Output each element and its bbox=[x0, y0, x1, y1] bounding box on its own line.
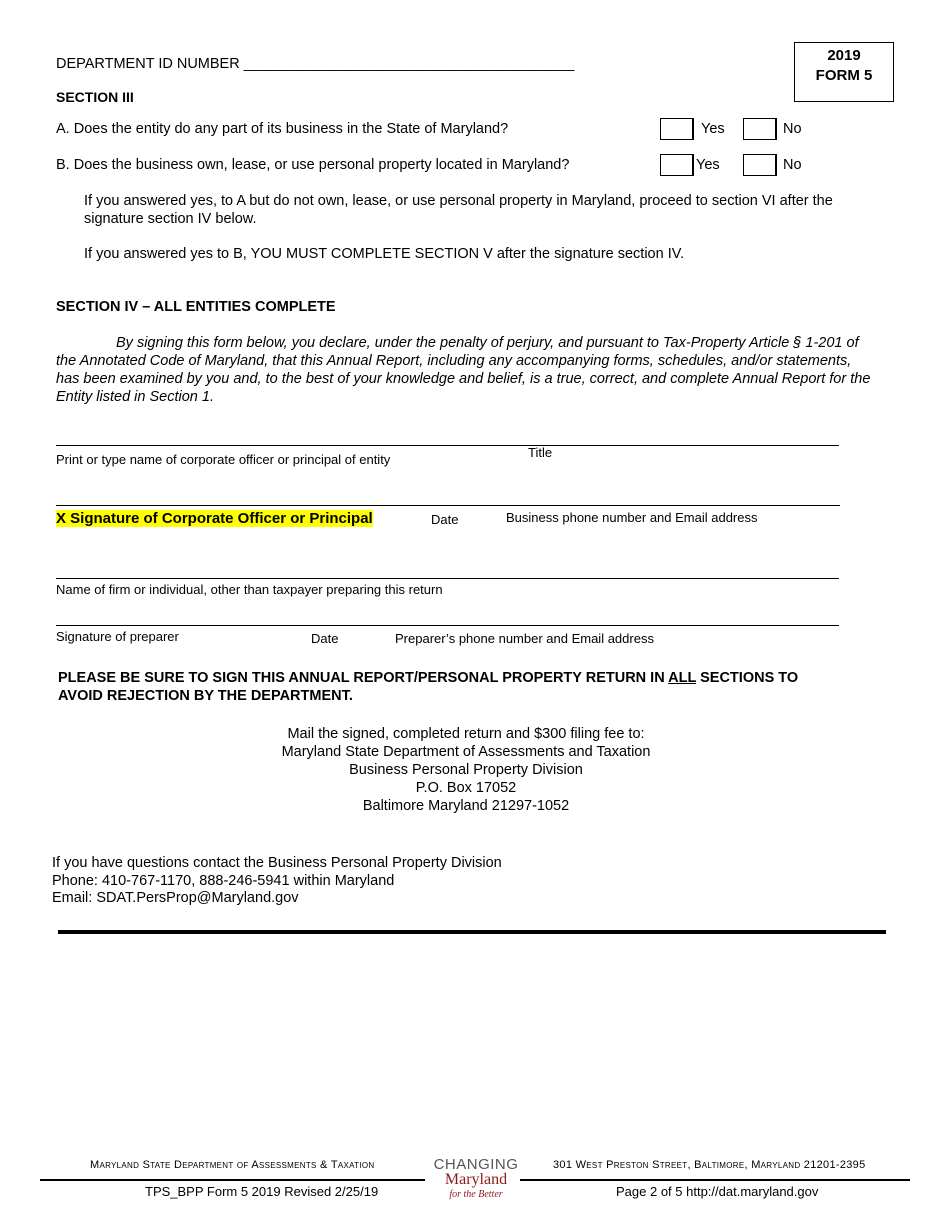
footer-rule-right bbox=[520, 1179, 910, 1181]
contact-line-2: Phone: 410-767-1170, 888-246-5941 within Maryland bbox=[52, 872, 395, 889]
logo-changing-text: CHANGING bbox=[433, 1156, 519, 1173]
footer-address: 301 West Preston Street, Baltimore, Maryland 21201-2395 bbox=[553, 1159, 866, 1171]
question-a: A. Does the entity do any part of its business in the State of Maryland? bbox=[56, 121, 509, 137]
sign-warning-text-start: PLEASE BE SURE TO SIGN THIS ANNUAL REPORT/PERSONAL PROPERTY RETURN IN bbox=[58, 670, 669, 686]
officer-name-label: Print or type name of corporate officer or principal of entity bbox=[56, 452, 391, 467]
firm-name-line[interactable] bbox=[56, 578, 839, 579]
question-b-no-label: No bbox=[783, 157, 802, 173]
signature-highlight: X Signature of Corporate Officer or Principal bbox=[56, 510, 373, 527]
question-b-yes-label: Yes bbox=[696, 157, 720, 173]
footer-page[interactable]: Page 2 of 5 http://dat.maryland.gov bbox=[616, 1184, 819, 1199]
mailing-instructions bbox=[0, 725, 932, 815]
preparer-phone-email-label: Preparer’s phone number and Email address bbox=[395, 631, 654, 646]
sign-warning-line-2: AVOID REJECTION BY THE DEPARTMENT. bbox=[58, 688, 353, 704]
perjury-declaration: By signing this form below, you declare, under the penalty of perjury, and pursuant to Tax-Property Article § 1-201 of the Annotated Code of Maryland, that this Annual Report, including any accompanying forms, schedules, and/or statements, has been examined by you and, to the best of your knowledge and belief, is a true, correct, and complete Annual Report for the Entity listed in Section 1. bbox=[56, 335, 871, 405]
mail-line-4: P.O. Box 17052 bbox=[415, 780, 517, 796]
question-b-no-checkbox[interactable] bbox=[743, 154, 777, 176]
footer-form-id: TPS_BPP Form 5 2019 Revised 2/25/19 bbox=[145, 1184, 379, 1199]
sign-warning-text-end: SECTIONS TO bbox=[696, 670, 799, 686]
logo-tagline-text: for the Better bbox=[449, 1189, 503, 1200]
officer-name-line[interactable] bbox=[56, 445, 839, 446]
contact-info bbox=[52, 855, 502, 908]
firm-name-label: Name of firm or individual, other than taxpayer preparing this return bbox=[56, 582, 443, 597]
logo-maryland-text: Maryland bbox=[444, 1171, 508, 1188]
changing-maryland-logo bbox=[428, 1157, 524, 1202]
form-year: 2019 bbox=[827, 47, 861, 64]
section-4-title: SECTION IV – ALL ENTITIES COMPLETE bbox=[56, 299, 336, 315]
question-b: B. Does the business own, lease, or use personal property located in Maryland? bbox=[56, 157, 570, 173]
mail-line-3: Business Personal Property Division bbox=[349, 762, 583, 778]
section-divider bbox=[58, 930, 886, 934]
question-a-no-checkbox[interactable] bbox=[743, 118, 777, 140]
officer-signature-label bbox=[56, 510, 373, 527]
footer-rule-left bbox=[40, 1179, 425, 1181]
footer-agency: Maryland State Department of Assessments & Taxation bbox=[90, 1159, 375, 1171]
preparer-signature-label: Signature of preparer bbox=[56, 629, 179, 644]
question-a-yes-checkbox[interactable] bbox=[660, 118, 694, 140]
preparer-date-label: Date bbox=[311, 631, 339, 646]
note-answer-b: If you answered yes to B, YOU MUST COMPLETE SECTION V after the signature section IV. bbox=[84, 246, 685, 262]
preparer-signature-line[interactable] bbox=[56, 625, 839, 626]
form-number: FORM 5 bbox=[815, 67, 873, 84]
sign-warning-emphasis: ALL bbox=[668, 670, 697, 686]
question-a-yes-label: Yes bbox=[701, 121, 725, 137]
business-phone-email-label: Business phone number and Email address bbox=[506, 510, 758, 525]
section-3-title: SECTION III bbox=[56, 89, 134, 105]
contact-line-1: If you have questions contact the Business Personal Property Division bbox=[52, 855, 502, 871]
form-year-box bbox=[794, 42, 894, 102]
title-label: Title bbox=[528, 445, 553, 460]
mail-line-2: Maryland State Department of Assessments and Taxation bbox=[281, 744, 651, 760]
question-a-no-label: No bbox=[783, 121, 802, 137]
officer-date-label: Date bbox=[431, 512, 459, 527]
sign-warning bbox=[58, 670, 798, 686]
mail-line-1: Mail the signed, completed return and $300 filing fee to: bbox=[287, 726, 645, 742]
dept-id-field[interactable]: _________________________________________ bbox=[243, 56, 575, 72]
dept-id-label-text: DEPARTMENT ID NUMBER bbox=[56, 56, 240, 72]
contact-line-3[interactable]: Email: SDAT.PersProp@Maryland.gov bbox=[52, 890, 299, 906]
mail-line-5: Baltimore Maryland 21297-1052 bbox=[362, 798, 570, 814]
dept-id-label bbox=[56, 56, 574, 72]
question-b-yes-checkbox[interactable] bbox=[660, 154, 694, 176]
note-answer-a: If you answered yes, to A but do not own, lease, or use personal property in Maryland, proceed to section VI after the signature section IV below. bbox=[84, 193, 833, 227]
officer-signature-line[interactable] bbox=[56, 505, 840, 506]
